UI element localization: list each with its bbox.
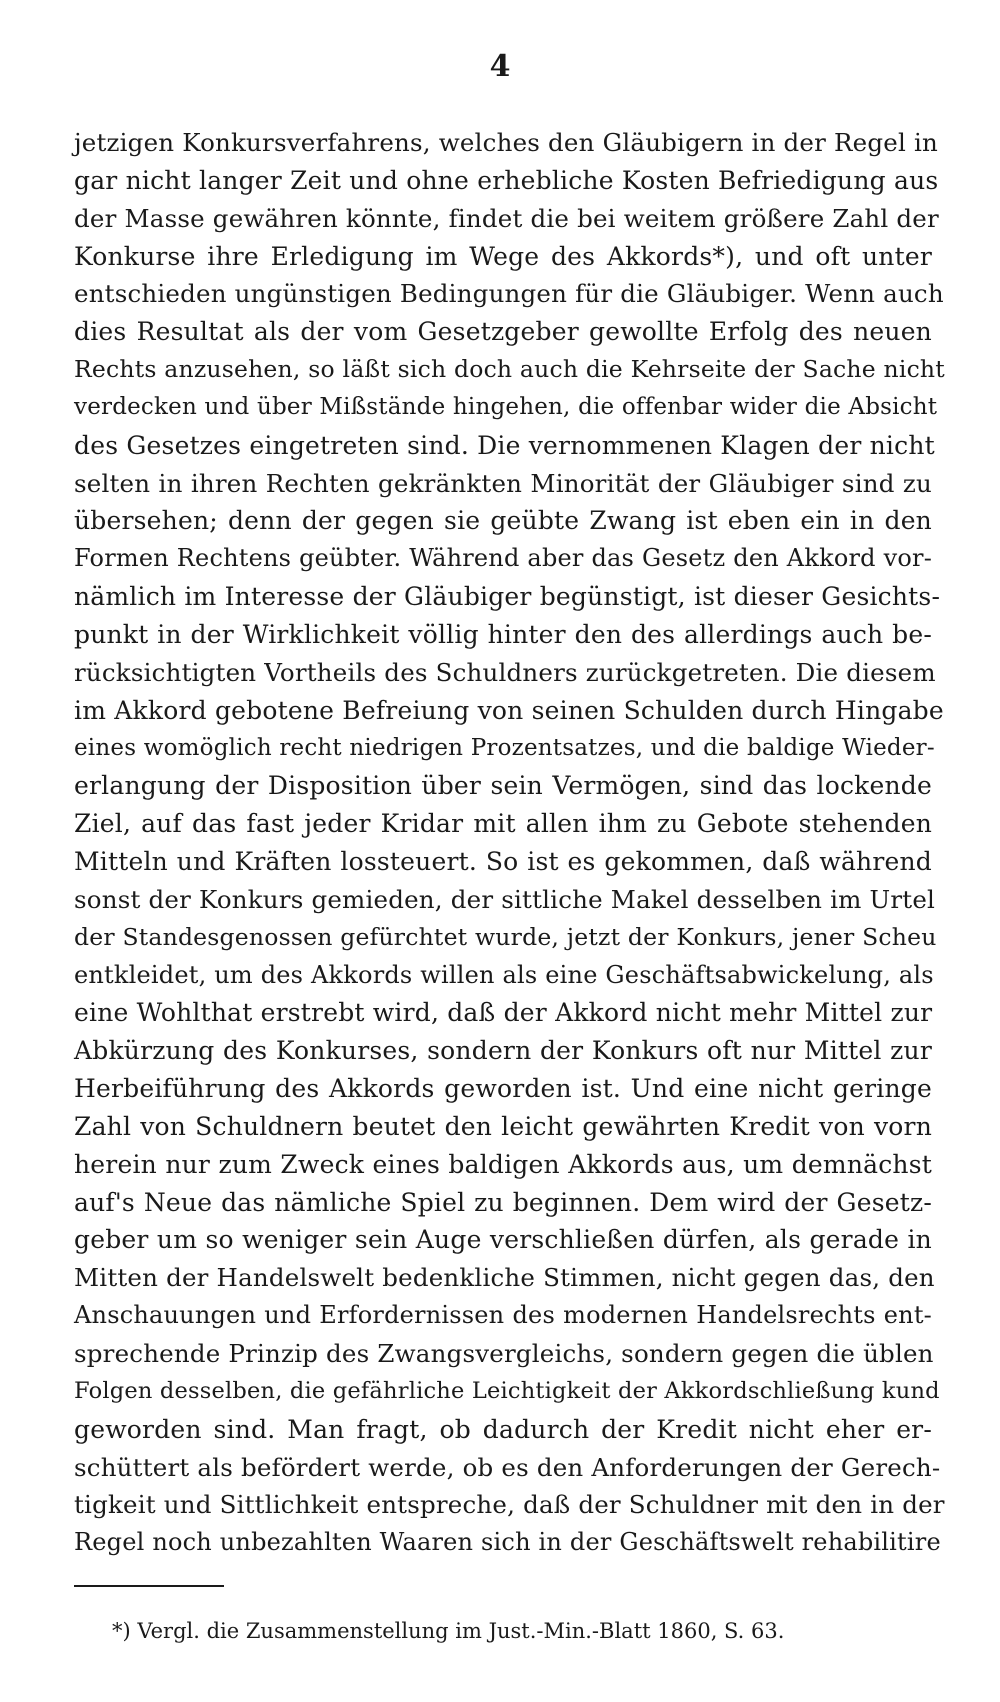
text-line: auf's Neue das nämliche Spiel zu beginnen. Dem wird der Gesetz-: [74, 1187, 932, 1217]
text-line: schüttert als befördert werde, ob es den Anforderungen der Gerech-: [74, 1452, 941, 1482]
text-line: Formen Rechtens geübter. Während aber das Gesetz den Akkord vor-: [74, 544, 932, 573]
text-line: geworden sind. Man fragt, ob dadurch der Kredit nicht eher er-: [74, 1414, 932, 1444]
text-line: verdecken und über Mißstände hingehen, die offenbar wider die Absicht: [74, 393, 938, 420]
text-line: entkleidet, um des Akkords willen als eine Geschäftsabwickelung, als: [74, 960, 934, 989]
text-line: Anschauungen und Erfordernissen des modernen Handelsrechts ent-: [74, 1301, 932, 1330]
text-line: geber um so weniger sein Auge verschließen dürfen, als gerade in: [74, 1225, 932, 1255]
text-line: Mitteln und Kräften lossteuert. So ist es gekommen, daß während: [74, 847, 932, 877]
text-line: punkt in der Wirklichkeit völlig hinter den des allerdings auch be-: [74, 619, 932, 649]
text-line: Rechts anzusehen, so läßt sich doch auch die Kehrseite der Sache nicht: [74, 355, 945, 384]
footnote-divider: [74, 1585, 224, 1587]
text-line: Regel noch unbezahlten Waaren sich in der Geschäftswelt rehabilitire: [74, 1528, 941, 1557]
text-line: eines womöglich recht niedrigen Prozentsatzes, und die baldige Wieder-: [74, 734, 935, 761]
text-line: tigkeit und Sittlichkeit entspreche, daß der Schuldner mit den in der: [74, 1490, 945, 1520]
text-line: des Gesetzes eingetreten sind. Die vernommenen Klagen der nicht: [74, 430, 935, 460]
text-line: Mitten der Handelswelt bedenkliche Stimmen, nicht gegen das, den: [74, 1263, 935, 1293]
text-line: sprechende Prinzip des Zwangsvergleichs, sondern gegen die üblen: [74, 1339, 934, 1368]
text-line: Ziel, auf das fast jeder Kridar mit allen ihm zu Gebote stehenden: [74, 809, 932, 839]
text-line: jetzigen Konkursverfahrens, welches den Gläubigern in der Regel in: [74, 128, 939, 157]
text-line: entschieden ungünstigen Bedingungen für die Gläubiger. Wenn auch: [74, 279, 944, 309]
footnote: *) Vergl. die Zusammenstellung im Just.-Min.-Blatt 1860, S. 63.: [112, 1619, 785, 1643]
text-line: der Masse gewähren könnte, findet die bei weitem größere Zahl der: [74, 203, 939, 233]
text-line: Abkürzung des Konkurses, sondern der Konkurs oft nur Mittel zur: [74, 1036, 932, 1066]
text-line: dies Resultat als der vom Gesetzgeber gewollte Erfolg des neuen: [74, 317, 932, 347]
text-line: gar nicht langer Zeit und ohne erhebliche Kosten Befriedigung aus: [74, 165, 939, 195]
text-line: nämlich im Interesse der Gläubiger begünstigt, ist dieser Gesichts-: [74, 582, 941, 612]
text-line: Zahl von Schuldnern beutet den leicht gewährten Kredit von vorn: [74, 1111, 932, 1141]
text-line: im Akkord gebotene Befreiung von seinen Schulden durch Hingabe: [74, 695, 944, 725]
text-line: Folgen desselben, die gefährliche Leichtigkeit der Akkordschließung kund: [74, 1377, 940, 1404]
text-line: Konkurse ihre Erledigung im Wege des Akkords*), und oft unter: [74, 241, 932, 271]
text-line: übersehen; denn der gegen sie geübte Zwang ist eben ein in den: [74, 506, 932, 536]
text-line: rücksichtigten Vortheils des Schuldners zurückgetreten. Die diesem: [74, 657, 936, 687]
text-line: erlangung der Disposition über sein Vermögen, sind das lockende: [74, 771, 932, 801]
page-number: 4: [489, 49, 511, 84]
text-line: herein nur zum Zweck eines baldigen Akkords aus, um demnächst: [74, 1149, 932, 1179]
text-line: der Standesgenossen gefürchtet wurde, jetzt der Konkurs, jener Scheu: [74, 922, 937, 951]
text-line: eine Wohlthat erstrebt wird, daß der Akkord nicht mehr Mittel zur: [74, 998, 933, 1028]
text-line: Herbeiführung des Akkords geworden ist. Und eine nicht geringe: [74, 1074, 932, 1104]
text-line: selten in ihren Rechten gekränkten Minorität der Gläubiger sind zu: [74, 468, 932, 498]
text-line: sonst der Konkurs gemieden, der sittliche Makel desselben im Urtel: [74, 884, 936, 914]
body-text: [74, 124, 945, 1562]
